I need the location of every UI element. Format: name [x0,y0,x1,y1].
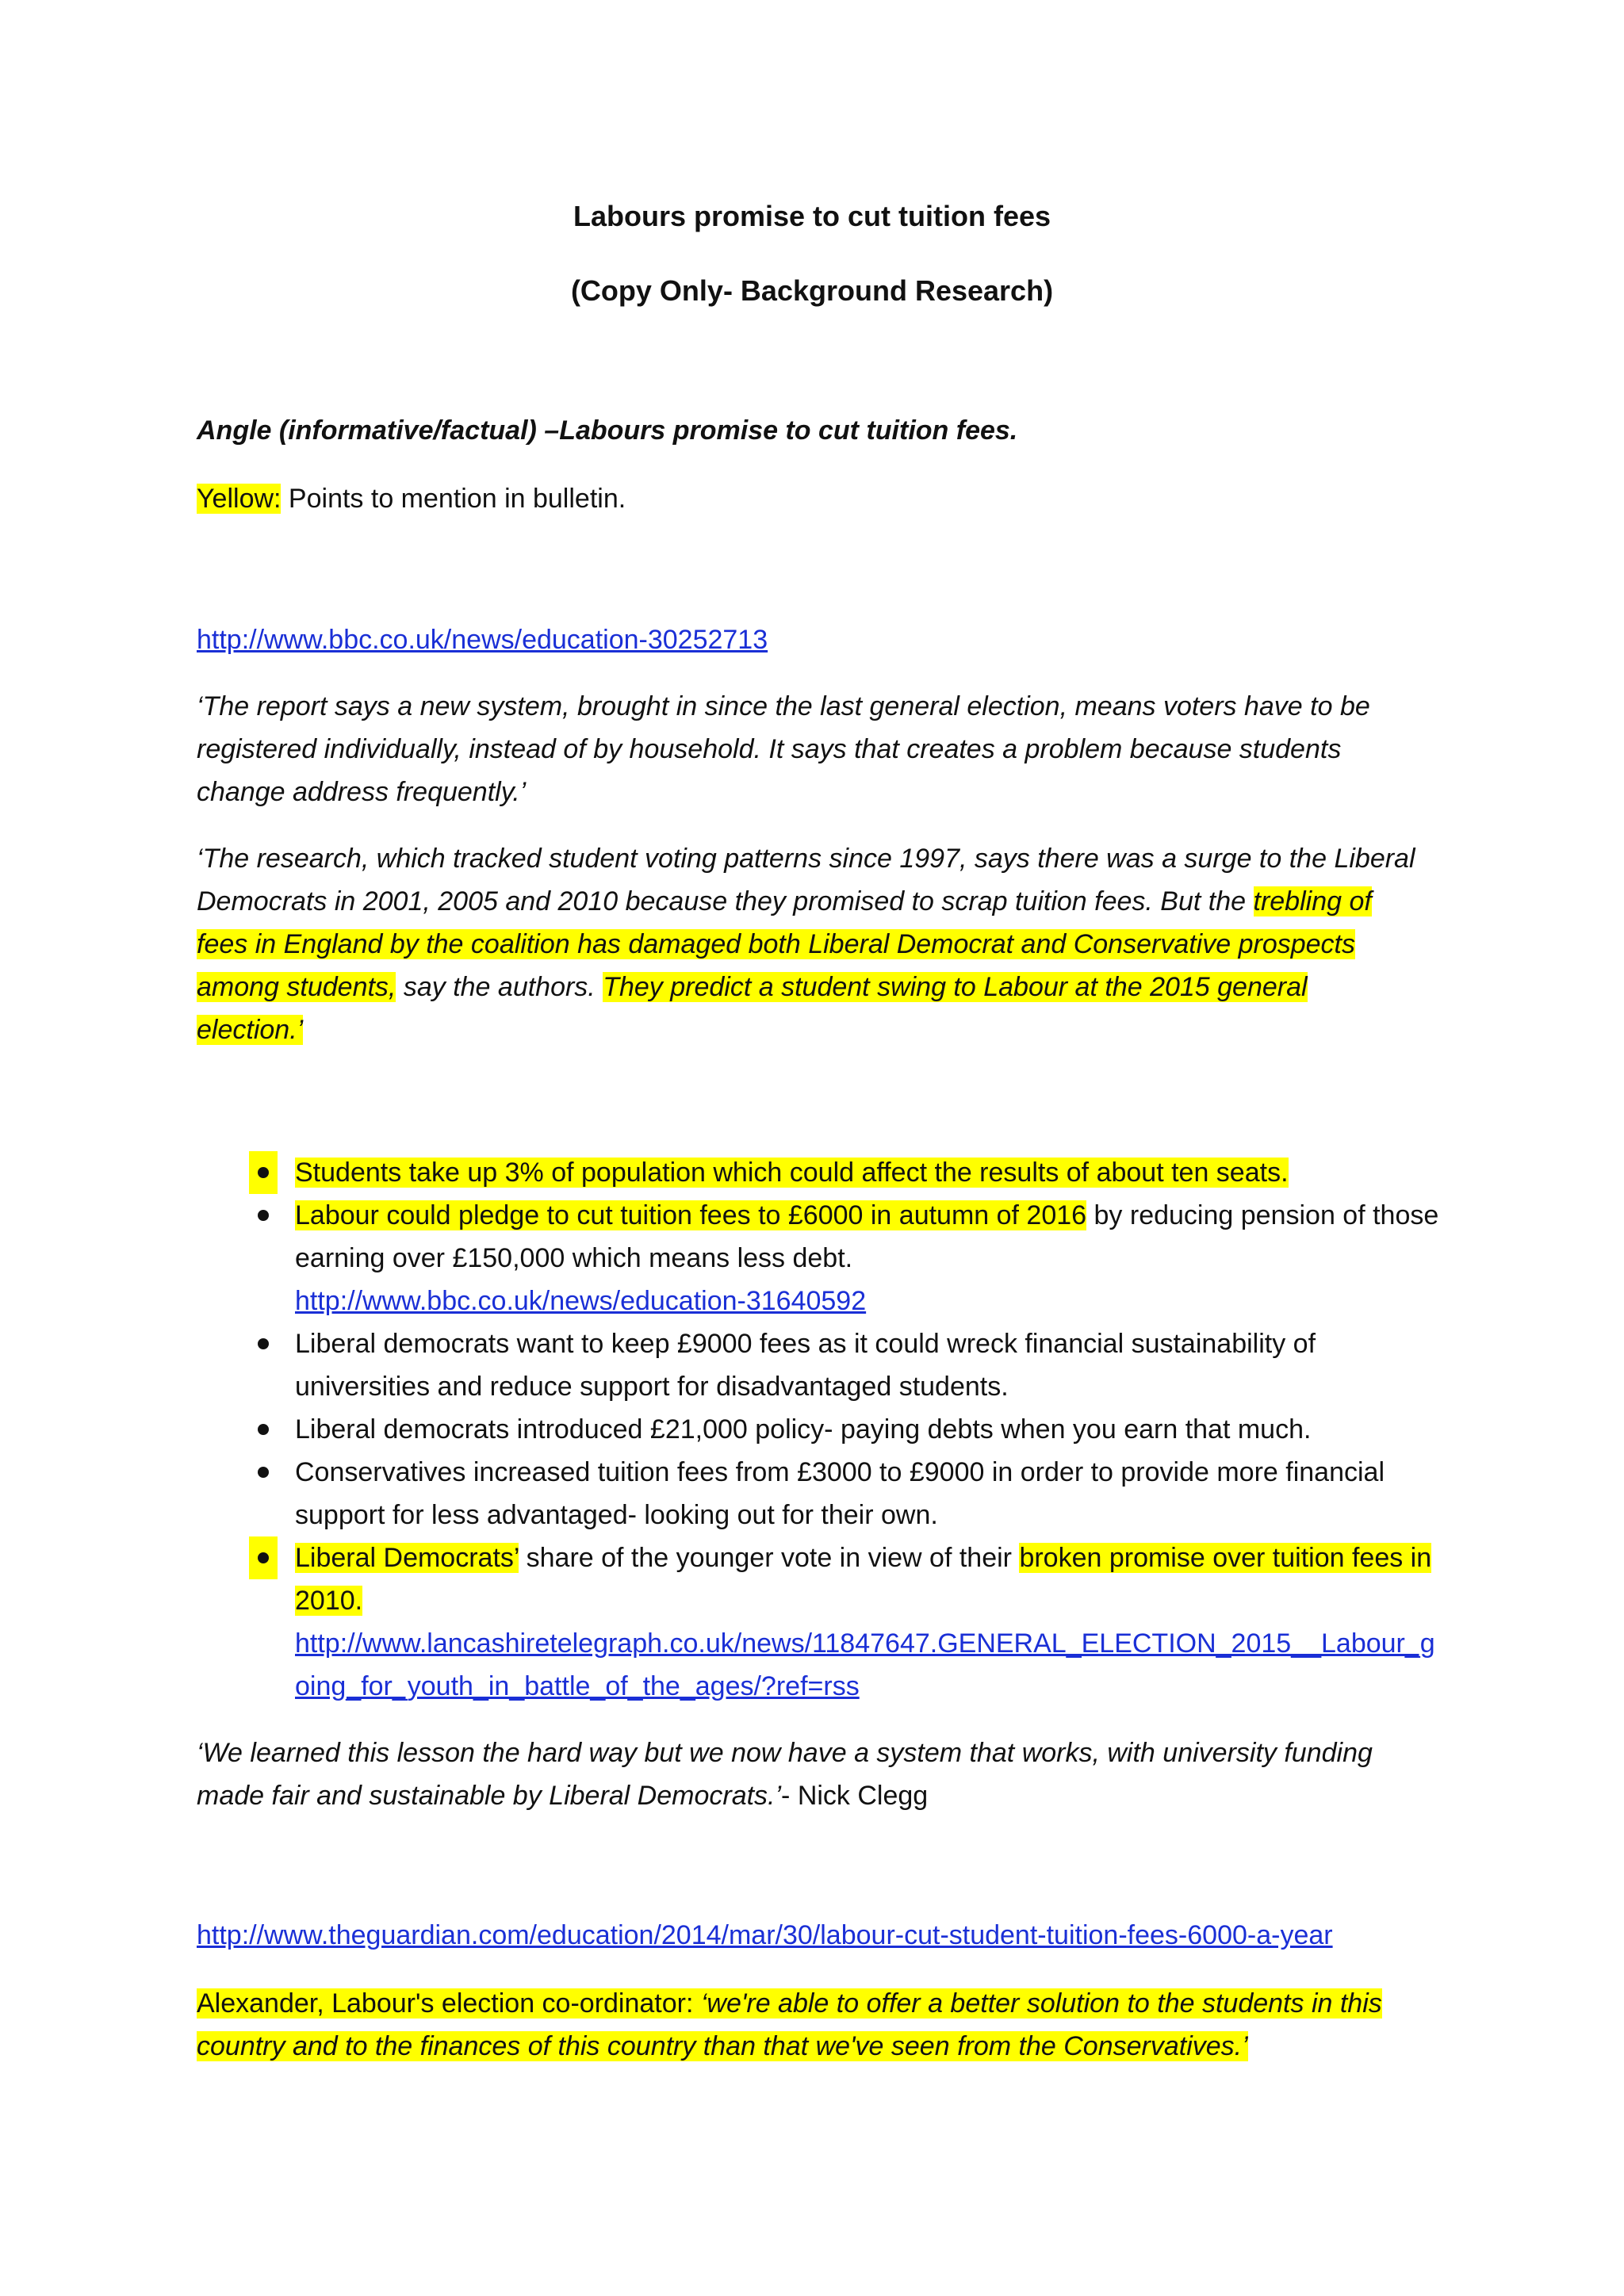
bullet-text: Conservatives increased tuition fees from £3000 to £9000 in order to provide more financial support for less advantaged- looking out for their own. [295,1457,1385,1530]
bullet-icon [249,1194,278,1237]
angle-line: Angle (informative/factual) –Labours promise to cut tuition fees. [197,415,1018,446]
page-subtitle: (Copy Only- Background Research) [570,274,1054,307]
list-item [197,1194,1450,1322]
bullet-icon [249,1536,278,1579]
quote2-part-a: ‘The research, which tracked student voting patterns since 1997, says there was a surge to the Liberal Democrats in 2001, 2005 and 2010 because they promised to scrap tuition fees. But the [197,844,1415,916]
source2-quote: ‘we're able to offer a better solution to the students in this country and to the finances of this country than that we've seen from the Conservatives.’ [197,1988,1382,2061]
source2-link-line [197,1914,1434,1957]
bullet-text: Liberal democrats introduced £21,000 policy- paying debts when you earn that much. [295,1414,1312,1445]
bullet-icon [249,1451,278,1494]
list-item [197,1322,1450,1408]
bullet-text: Students take up 3% of population which could affect the results of about ten seats. [295,1158,1289,1188]
legend-text: Points to mention in bulletin. [281,484,626,514]
source1-link[interactable]: http://www.bbc.co.uk/news/education-30252713 [197,625,768,655]
legend-key: Yellow: [197,484,282,514]
bullet-text: share of the younger vote in view of their [519,1543,1020,1573]
list-item [197,1536,1450,1708]
source1-quote1: ‘The report says a new system, brought in since the last general election, means voters have to be registered individually, instead of by household. It says that creates a problem because students change address frequently.’ [197,691,1370,807]
bullet-list [197,1151,1450,1708]
bullet-highlight: broken promise over tuition fees in 2010. [295,1543,1432,1616]
source2-quote-block [197,1982,1434,2068]
quote2-part-b: say the authors. [396,972,603,1002]
clegg-quote: ‘We learned this lesson the hard way but we now have a system that works, with university funding made fair and sustainable by Liberal Democrats.’ [197,1738,1373,1811]
bullet-icon [249,1151,278,1194]
clegg-quote-block [197,1732,1434,1817]
source2-speaker: Alexander, Labour's election co-ordinator: [197,1988,701,2019]
bullet-link[interactable]: http://www.lancashiretelegraph.co.uk/news/11847647.GENERAL_ELECTION_2015__Labour_going_for_youth_in_battle_of_the_ages/?ref=rss [295,1628,1435,1701]
list-item [197,1151,1450,1194]
clegg-attribution: - Nick Clegg [781,1781,929,1811]
bullet-highlight: Labour could pledge to cut tuition fees to £6000 in autumn of 2016 [295,1200,1087,1230]
bullet-text: by reducing pension of those earning over £150,000 which means less debt. [295,1200,1439,1273]
legend-line [197,477,1434,520]
quote2-highlight-1: trebling of fees in England by the coalition has damaged both Liberal Democrat and Conservative prospects among students, [197,886,1372,1002]
bullet-icon [249,1408,278,1451]
quote2-highlight-2: They predict a student swing to Labour at the 2015 general election.’ [197,972,1308,1045]
list-item [197,1408,1450,1451]
source1-quote2 [197,837,1418,1051]
bullet-highlight: Liberal Democrats’ [295,1543,519,1573]
source2-link[interactable]: http://www.theguardian.com/education/2014/mar/30/labour-cut-student-tuition-fees-6000-a-year [197,1920,1333,1950]
bullet-link[interactable]: http://www.bbc.co.uk/news/education-31640592 [295,1286,867,1316]
list-item [197,1451,1450,1536]
bullet-text: Liberal democrats want to keep £9000 fees as it could wreck financial sustainability of universities and reduce support for disadvantaged students. [295,1329,1316,1402]
bullet-icon [249,1322,278,1365]
source1-link-line [197,618,1434,661]
page-title: Labours promise to cut tuition fees [573,200,1051,232]
